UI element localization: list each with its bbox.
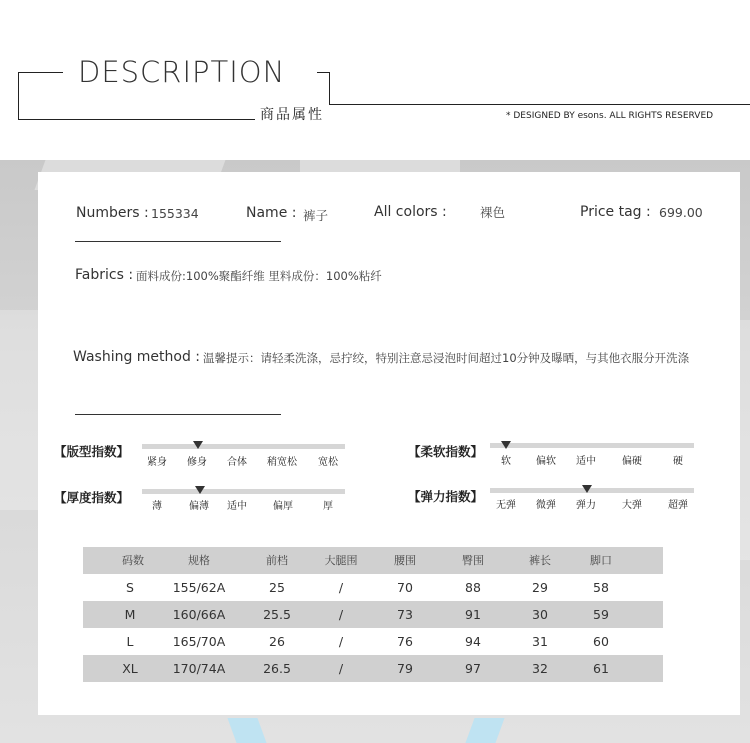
fit-option: 修身 (187, 457, 207, 468)
table-cell: / (338, 580, 344, 595)
table-cell: 97 (465, 661, 481, 676)
table-header-cell: 大腿围 (324, 554, 358, 567)
divider-bottom (75, 414, 281, 415)
softness-index-marker (501, 441, 511, 449)
table-cell: 25.5 (263, 607, 291, 622)
table-cell: 155/62A (172, 580, 226, 595)
table-cell: 160/66A (172, 607, 226, 622)
table-header-cell: 脚口 (590, 554, 612, 567)
table-cell: / (338, 634, 344, 649)
elasticity-option: 微弹 (536, 500, 556, 511)
table-cell: / (338, 661, 344, 676)
table-cell: 94 (465, 634, 481, 649)
thickness-option: 适中 (227, 501, 247, 512)
colors-value: 裸色 (480, 205, 506, 220)
table-cell: 30 (532, 607, 548, 622)
fit-option: 紧身 (147, 457, 167, 468)
table-row (83, 574, 663, 601)
header-rule (330, 104, 750, 105)
elasticity-option: 无弹 (496, 500, 516, 511)
softness-option: 偏硬 (622, 456, 642, 467)
table-cell: L (126, 634, 134, 649)
numbers-label: Numbers : (76, 205, 149, 221)
table-header-cell: 臀围 (462, 554, 484, 567)
elasticity-index-bar (490, 488, 694, 493)
softness-option: 偏软 (536, 456, 556, 467)
divider-top (75, 241, 281, 242)
table-cell: 31 (532, 634, 548, 649)
softness-index-bar (490, 443, 694, 448)
table-cell: 79 (397, 661, 413, 676)
page-title: DESCRIPTION (78, 55, 286, 89)
table-cell: 88 (465, 580, 481, 595)
softness-option: 软 (501, 456, 511, 467)
table-header-cell: 码数 (122, 554, 144, 567)
fit-index-marker (193, 441, 203, 449)
softness-index-title: 【柔软指数】 (408, 444, 484, 459)
price-label: Price tag : (580, 204, 651, 220)
price-value: 699.00 (659, 205, 703, 220)
thickness-option: 薄 (152, 501, 162, 512)
table-row (83, 655, 663, 682)
fit-index-title: 【版型指数】 (54, 444, 130, 459)
softness-option: 适中 (576, 456, 596, 467)
fit-option: 稍宽松 (267, 457, 297, 468)
table-cell: 61 (593, 661, 609, 676)
thickness-option: 偏厚 (273, 501, 293, 512)
table-cell: 60 (593, 634, 609, 649)
table-row (83, 601, 663, 628)
table-cell: S (126, 580, 134, 595)
table-cell: 70 (397, 580, 413, 595)
name-label: Name : (246, 205, 297, 221)
table-cell: 25 (269, 580, 285, 595)
table-cell: 165/70A (172, 634, 226, 649)
table-header-cell: 规格 (188, 554, 210, 567)
fabrics-label: Fabrics : (75, 267, 134, 283)
washing-label: Washing method : (73, 349, 201, 365)
thickness-index-marker (195, 486, 205, 494)
table-header-cell: 前档 (266, 554, 288, 567)
table-cell: M (124, 607, 136, 622)
fit-option: 合体 (227, 457, 247, 468)
table-cell: 59 (593, 607, 609, 622)
designer-credit: * DESIGNED BY esons. ALL RIGHTS RESERVED (506, 111, 714, 121)
elasticity-index-title: 【弹力指数】 (408, 489, 484, 504)
thickness-index-title: 【厚度指数】 (54, 490, 130, 505)
table-cell: 91 (465, 607, 481, 622)
thickness-option: 偏薄 (189, 501, 209, 512)
numbers-value: 155334 (151, 206, 199, 221)
fit-index-bar (142, 444, 345, 449)
table-cell: 26 (269, 634, 285, 649)
table-cell: 29 (532, 580, 548, 595)
header-underline (18, 119, 255, 120)
fabrics-value: 面料成份:100%聚酯纤维 里料成份：100%粘纤 (136, 269, 382, 283)
table-header-cell: 腰围 (394, 554, 416, 567)
table-cell: 170/74A (172, 661, 226, 676)
table-row (83, 628, 663, 655)
header-frame-right (317, 72, 330, 105)
table-cell: XL (122, 661, 138, 676)
thickness-index-bar (142, 489, 345, 494)
table-cell: 58 (593, 580, 609, 595)
elasticity-option: 大弹 (622, 500, 642, 511)
table-cell: 73 (397, 607, 413, 622)
fit-option: 宽松 (318, 457, 338, 468)
elasticity-option: 弹力 (576, 500, 596, 511)
thickness-option: 厚 (323, 501, 333, 512)
table-header-cell: 裤长 (529, 554, 551, 567)
table-cell: / (338, 607, 344, 622)
table-cell: 26.5 (263, 661, 291, 676)
page-subtitle: 商品属性 (260, 107, 324, 123)
colors-label: All colors : (374, 204, 447, 220)
table-cell: 76 (397, 634, 413, 649)
table-header-row (83, 547, 663, 574)
softness-option: 硬 (673, 456, 683, 467)
elasticity-index-marker (582, 485, 592, 493)
elasticity-option: 超弹 (668, 500, 688, 511)
washing-value: 温馨提示：请轻柔洗涤，忌拧绞，特别注意忌浸泡时间超过10分钟及曝晒，与其他衣服分开洗涤 (203, 351, 690, 365)
table-cell: 32 (532, 661, 548, 676)
header-frame-left (18, 72, 63, 120)
name-value: 裤子 (303, 208, 329, 223)
